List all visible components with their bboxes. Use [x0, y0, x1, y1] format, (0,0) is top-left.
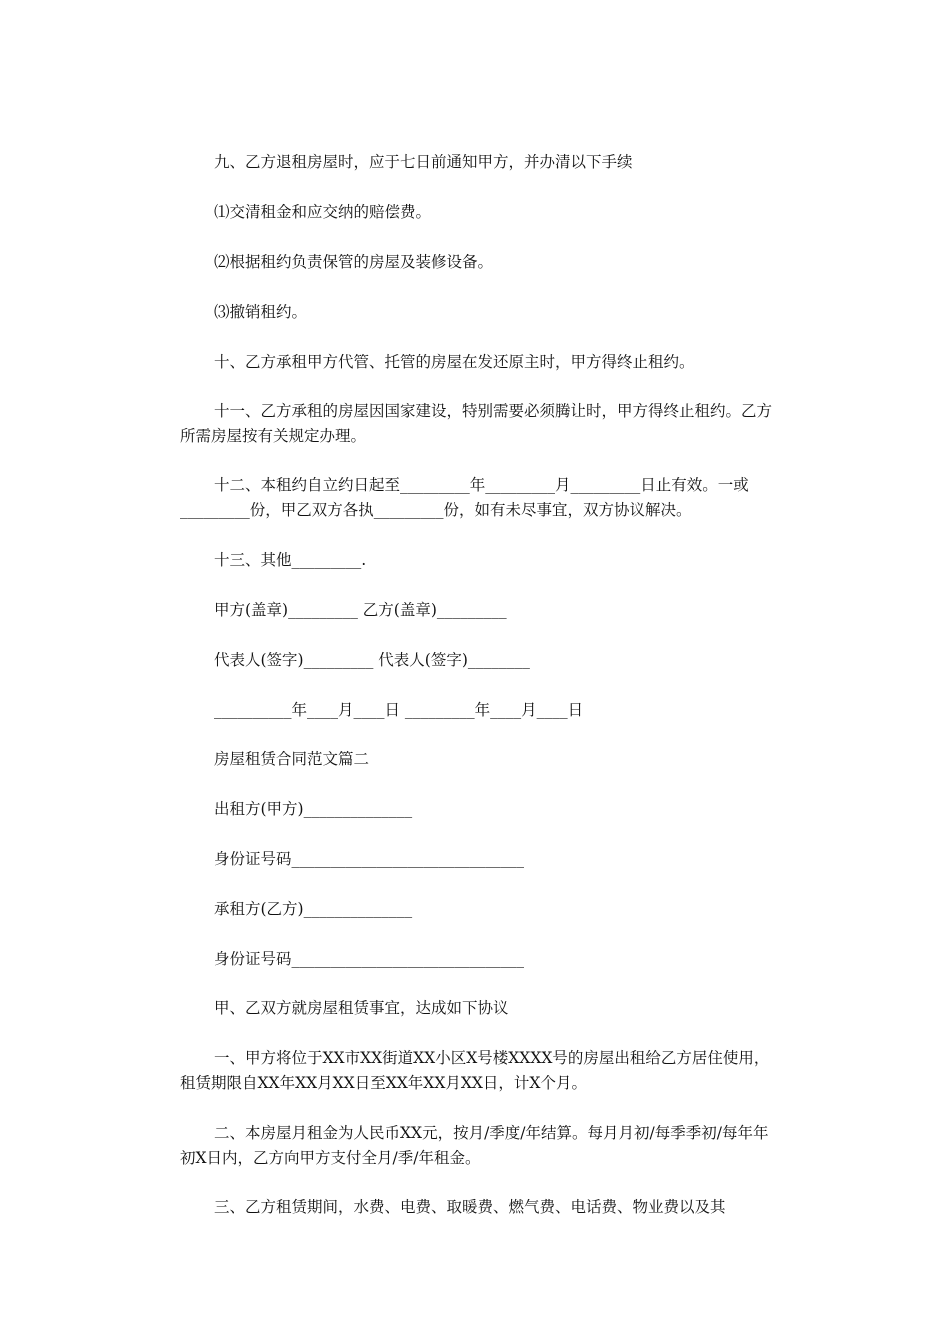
clause-twelve: 十二、本租约自立约日起至_________年_________月_________日止有效。一或_________份，甲乙双方各执_________份，如有未尽事宜，双方协议解决。 [180, 476, 749, 519]
article-three: 三、乙方租赁期间，水费、电费、取暖费、燃气费、电话费、物业费以及其 [214, 1198, 726, 1216]
article-two: 二、本房屋月租金为人民币XX元，按月/季度/年结算。每月月初/每季季初/每年年初X日内，乙方向甲方支付全月/季/年租金。 [180, 1124, 769, 1167]
representative-signature-line: 代表人(签字)_________ 代表人(签字)________ [214, 651, 530, 669]
section-title: 房屋租赁合同范文篇二 [214, 750, 370, 768]
clause-thirteen: 十三、其他_________. [214, 551, 367, 569]
clause-nine-item-2: ⑵根据租约负责保管的房屋及装修设备。 [214, 253, 494, 271]
clause-nine: 九、乙方退租房屋时，应于七日前通知甲方，并办清以下手续 [214, 153, 633, 171]
clause-ten: 十、乙方承租甲方代管、托管的房屋在发还原主时，甲方得终止租约。 [214, 353, 695, 371]
lessee-field: 承租方(乙方)______________ [214, 900, 413, 918]
clause-nine-item-1: ⑴交清租金和应交纳的赔偿费。 [214, 203, 432, 221]
clause-eleven: 十一、乙方承租的房屋因国家建设，特别需要必须腾让时，甲方得终止租约。乙方所需房屋按有关规定办理。 [180, 402, 773, 445]
lessor-field: 出租方(甲方)______________ [214, 800, 413, 818]
lessor-id-field: 身份证号码______________________________ [214, 850, 525, 868]
party-seal-line: 甲方(盖章)_________ 乙方(盖章)_________ [214, 601, 507, 619]
lessee-id-field: 身份证号码______________________________ [214, 950, 525, 968]
date-line: __________年____月____日 _________年____月____日 [214, 701, 584, 719]
clause-nine-item-3: ⑶撤销租约。 [214, 303, 308, 321]
agreement-intro: 甲、乙双方就房屋租赁事宜，达成如下协议 [214, 999, 509, 1017]
article-one: 一、甲方将位于XX市XX街道XX小区X号楼XXXX号的房屋出租给乙方居住使用，租赁期限自XX年XX月XX日至XX年XX月XX日，计X个月。 [180, 1049, 770, 1092]
